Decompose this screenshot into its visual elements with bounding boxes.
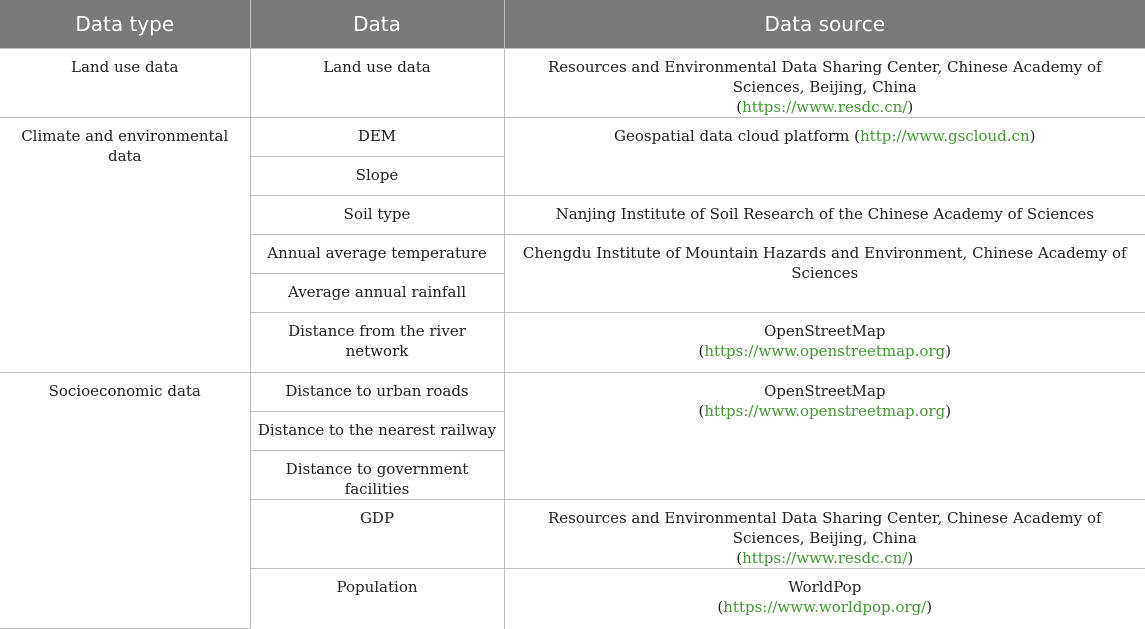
data-temperature: Annual average temperature	[250, 235, 504, 274]
group-climate-environmental: Climate and environmental data	[0, 118, 250, 373]
source-name: OpenStreetMap	[763, 382, 886, 400]
source-url-wrap: (https://www.openstreetmap.org)	[698, 342, 952, 360]
data-soil-type: Soil type	[250, 196, 504, 235]
data-rainfall: Average annual rainfall	[250, 274, 504, 313]
source-nanjing-soil: Nanjing Institute of Soil Research of the Chinese Academy of Sciences	[504, 196, 1145, 235]
data-river-distance: Distance from the river network	[250, 313, 504, 373]
source-name: Resources and Environmental Data Sharing Center, Chinese Academy of Sciences, Beijing, China	[547, 509, 1102, 547]
table-header	[0, 0, 1145, 49]
osm-link[interactable]: https://www.openstreetmap.org	[704, 402, 946, 420]
table-row	[0, 49, 1145, 118]
source-url-wrap: (https://www.resdc.cn/)	[736, 98, 914, 116]
source-worldpop	[504, 569, 1145, 629]
source-name: Resources and Environmental Data Sharing Center, Chinese Academy of Sciences, Beijing, China	[547, 58, 1102, 96]
data-gdp: GDP	[250, 500, 504, 569]
header-data-type: Data type	[0, 0, 250, 49]
data-land-use: Land use data	[250, 49, 504, 118]
group-socioeconomic: Socioeconomic data	[0, 373, 250, 629]
data-slope: Slope	[250, 157, 504, 196]
source-url-wrap: (https://www.openstreetmap.org)	[698, 402, 952, 420]
source-resdc-land	[504, 49, 1145, 118]
data-railway: Distance to the nearest railway	[250, 412, 504, 451]
data-government: Distance to government facilities	[250, 451, 504, 500]
source-url-wrap: (https://www.worldpop.org/)	[717, 598, 933, 616]
gscloud-link[interactable]: http://www.gscloud.cn	[860, 127, 1030, 145]
data-urban-roads: Distance to urban roads	[250, 373, 504, 412]
source-name: WorldPop	[788, 578, 862, 596]
header-data: Data	[250, 0, 504, 49]
source-gscloud: Geospatial data cloud platform (http://www.gscloud.cn)	[504, 118, 1145, 196]
table-row	[0, 118, 1145, 157]
source-name: OpenStreetMap	[763, 322, 886, 340]
worldpop-link[interactable]: https://www.worldpop.org/	[723, 598, 927, 616]
data-dem: DEM	[250, 118, 504, 157]
source-chengdu: Chengdu Institute of Mountain Hazards and Environment, Chinese Academy of Sciences	[504, 235, 1145, 313]
source-osm-socio	[504, 373, 1145, 500]
resdc-link[interactable]: https://www.resdc.cn/	[742, 549, 908, 567]
source-url-wrap: (https://www.resdc.cn/)	[736, 549, 914, 567]
source-osm-river	[504, 313, 1145, 373]
header-row	[0, 0, 1145, 49]
group-land-use: Land use data	[0, 49, 250, 118]
header-data-source: Data source	[504, 0, 1145, 49]
osm-link[interactable]: https://www.openstreetmap.org	[704, 342, 946, 360]
data-population: Population	[250, 569, 504, 629]
resdc-link[interactable]: https://www.resdc.cn/	[742, 98, 908, 116]
source-resdc-gdp	[504, 500, 1145, 569]
source-name: Geospatial data cloud platform	[614, 127, 850, 145]
table-row	[0, 373, 1145, 412]
table-body	[0, 49, 1145, 629]
